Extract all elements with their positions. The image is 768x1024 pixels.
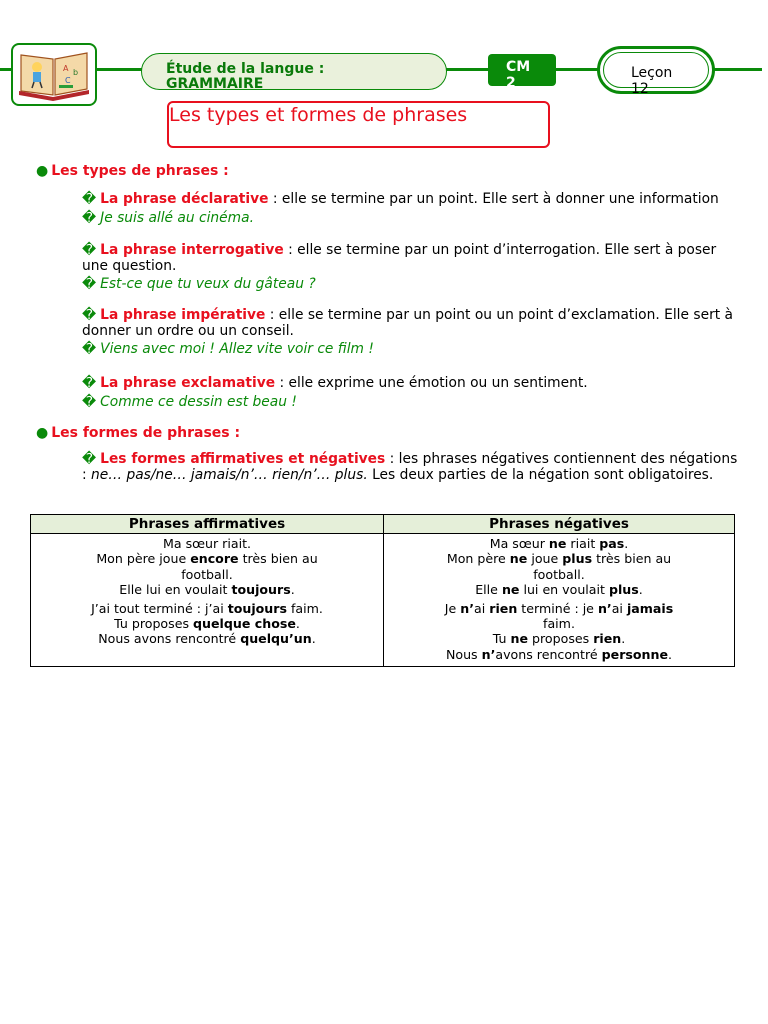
item-marker-icon: � (82, 276, 97, 292)
example-text: Je suis allé au cinéma. (100, 210, 254, 226)
sentence-4 (77, 601, 337, 616)
grade-label: CM (506, 59, 531, 75)
forms-heading: Les formes de phrases : (51, 425, 241, 441)
sentence-text: Tu (492, 631, 511, 647)
type-name: La phrase exclamative (100, 375, 276, 391)
sentence-text: proposes (528, 631, 594, 647)
lesson-badge-inner (603, 52, 709, 97)
negation-word: personne (601, 646, 669, 662)
negation-word: plus (562, 551, 593, 567)
sentence-text: Mon père (446, 551, 510, 567)
type-description: : elle se termine par un point d’interrogation. Elle sert à poser une question. (82, 242, 717, 274)
sentence-text: faim. (286, 600, 323, 616)
grade-badge (488, 54, 556, 91)
example-text: Comme ce dessin est beau ! (100, 394, 297, 410)
item-marker-icon: � (82, 242, 97, 258)
subject-label: Étude de la langue : (166, 61, 325, 77)
sentence-text: Tu proposes (114, 616, 194, 632)
sentence-1 (77, 536, 337, 551)
negation-word: encore (190, 551, 239, 567)
sentence-text: lui en voulait (519, 582, 609, 598)
negation-word: ne (510, 631, 529, 647)
sentence-3 (429, 582, 689, 597)
item-marker-icon: � (82, 451, 97, 467)
negation-word: n’ (481, 646, 496, 662)
forms-heading-row (36, 425, 240, 441)
negation-word: rien (593, 631, 622, 647)
sentence-5 (429, 631, 689, 646)
negation-word: quelque chose (193, 616, 296, 632)
example-interrogative (82, 276, 316, 292)
sentence-text: Nous (445, 646, 482, 662)
sentence-1 (429, 536, 689, 551)
sentence-6 (77, 631, 337, 646)
sentence-text: Ma sœur riait. (162, 536, 252, 551)
sentence-text: très bien au football. (181, 551, 318, 582)
negatives-cell (384, 534, 735, 667)
example-text: Est-ce que tu veux du gâteau ? (100, 276, 316, 292)
table-header-row (31, 515, 735, 534)
negation-word: n’ (460, 600, 475, 616)
sentence-text: terminé : je (517, 600, 598, 616)
sentence-text: . (311, 631, 316, 647)
sentence-text: J’ai tout terminé : j’ai (91, 600, 228, 616)
header-affirmatives: Phrases affirmatives (31, 515, 384, 534)
lesson-label: Leçon (631, 65, 673, 81)
sentence-4 (429, 601, 689, 632)
forms-description: : les phrases négatives contiennent des négations : (82, 451, 738, 483)
negation-word: ne (509, 551, 528, 567)
sentence-text: Mon père joue (96, 551, 191, 567)
sentence-text: faim. (543, 616, 575, 632)
svg-text:A: A (63, 64, 69, 73)
sentence-text: ai (474, 600, 490, 616)
sentence-text: ai (611, 600, 627, 616)
type-name: La phrase impérative (100, 307, 266, 323)
sentence-6 (429, 647, 689, 662)
types-heading: Les types de phrases : (51, 163, 229, 179)
forms-definition (82, 451, 742, 483)
sentence-text: . (290, 582, 295, 598)
type-interrogative (82, 242, 742, 274)
header-negatives: Phrases négatives (384, 515, 735, 534)
type-imperative (82, 307, 742, 339)
example-exclamative (82, 394, 297, 410)
example-declarative (82, 210, 254, 226)
sentence-text: joue (527, 551, 563, 567)
sentence-text: . (295, 616, 300, 632)
page-title-box (167, 101, 550, 148)
negation-word: jamais (626, 600, 674, 616)
sentence-text: avons rencontré (495, 646, 602, 662)
type-name: La phrase déclarative (100, 191, 269, 207)
sentence-text: Elle (475, 582, 502, 598)
item-marker-icon: � (82, 394, 97, 410)
negation-word: quelqu’un (240, 631, 312, 647)
type-declarative (82, 191, 742, 207)
svg-text:b: b (73, 68, 79, 77)
negation-word: ne (501, 582, 520, 598)
bullet-icon: ● (36, 163, 49, 179)
sentence-text: . (621, 631, 626, 647)
item-marker-icon: � (82, 375, 97, 391)
subject-category: GRAMMAIRE (166, 76, 264, 92)
negation-word: plus (608, 582, 639, 598)
forms-table (30, 514, 735, 667)
open-book-icon (13, 45, 95, 104)
negation-word: rien (489, 600, 518, 616)
sentence-text: riait (566, 536, 600, 551)
sentence-text: Ma sœur (489, 536, 549, 551)
type-description: : elle se termine par un point. Elle sert à donner une information (268, 191, 719, 207)
book-logo (11, 43, 97, 106)
sentence-2 (77, 551, 337, 582)
type-name: La phrase interrogative (100, 242, 284, 258)
sentence-text: Je (444, 600, 461, 616)
negation-word: toujours (227, 600, 287, 616)
subject-pill (141, 53, 447, 90)
example-imperative (82, 341, 374, 357)
affirmatives-cell (31, 534, 384, 667)
example-text: Viens avec moi ! Allez vite voir ce film ! (100, 341, 374, 357)
types-heading-row (36, 163, 229, 179)
sentence-text: Elle lui en voulait (119, 582, 232, 598)
negation-list: ne… pas/ne… jamais/n’… rien/n’… plus. (91, 467, 368, 483)
forms-name: Les formes affirmatives et négatives (100, 451, 386, 467)
sentence-text: Nous avons rencontré (98, 631, 241, 647)
negation-word: ne (548, 536, 567, 551)
sentence-text: . (624, 536, 629, 551)
item-marker-icon: � (82, 307, 97, 323)
lesson-number: 12 (631, 81, 649, 97)
sentence-text: . (638, 582, 643, 598)
negation-word: n’ (597, 600, 612, 616)
sentence-3 (77, 582, 337, 597)
grade-number: 2 (506, 75, 516, 91)
lesson-badge (597, 46, 715, 97)
page-title: Les types et formes de phrases (169, 104, 468, 126)
negation-word: toujours (231, 582, 291, 598)
type-description: : elle se termine par un point ou un point d’exclamation. Elle sert à donner un ordre ou un conseil. (82, 307, 733, 339)
sentence-text: très bien au football. (533, 551, 672, 582)
item-marker-icon: � (82, 341, 97, 357)
sentence-5 (77, 616, 337, 631)
item-marker-icon: � (82, 191, 97, 207)
forms-description-end: Les deux parties de la négation sont obligatoires. (367, 467, 714, 483)
sentence-2 (429, 551, 689, 582)
negation-word: pas (599, 536, 625, 551)
sentence-text: . (668, 646, 673, 662)
type-exclamative (82, 375, 742, 391)
bullet-icon: ● (36, 425, 49, 441)
item-marker-icon: � (82, 210, 97, 226)
svg-text:C: C (65, 76, 71, 85)
type-description: : elle exprime une émotion ou un sentiment. (275, 375, 588, 391)
table-row (31, 534, 735, 667)
